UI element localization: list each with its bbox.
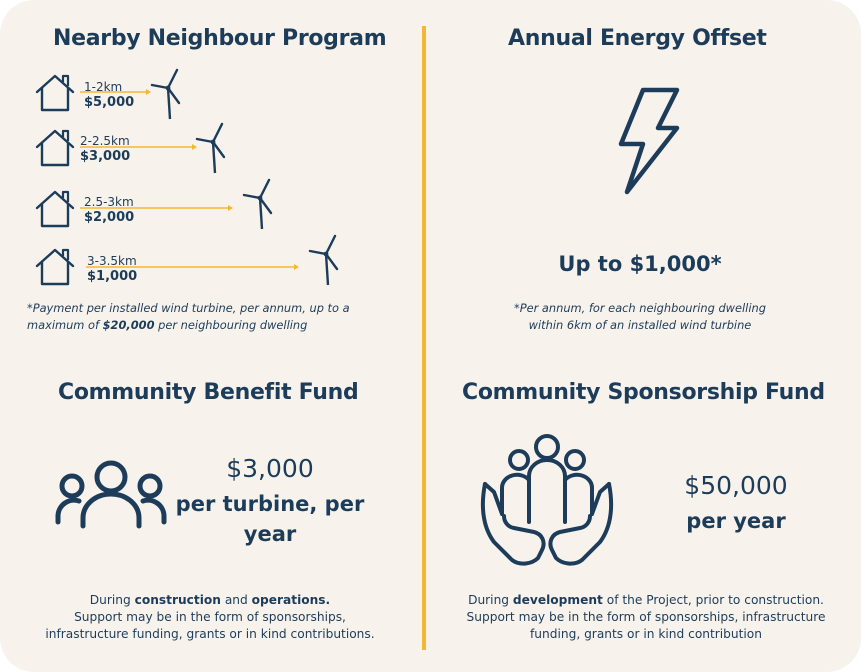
desc-post: of the Project, prior to construction. bbox=[602, 593, 824, 607]
tier-amount: $1,000 bbox=[87, 269, 138, 284]
benefit-desc-line2: Support may be in the form of sponsorships, bbox=[74, 610, 346, 624]
sponsorship-desc-line1 bbox=[436, 592, 856, 609]
note-prefix: maximum of bbox=[27, 318, 103, 332]
tier-distance: 2.5-3km bbox=[84, 195, 134, 209]
neighbour-note-line2 bbox=[27, 317, 350, 334]
desc-development: development bbox=[512, 593, 603, 607]
energy-note-line1: *Per annum, for each neighbouring dwelling bbox=[514, 301, 766, 315]
distance-arrow bbox=[80, 88, 154, 96]
energy-note bbox=[470, 300, 810, 334]
house-icon bbox=[34, 189, 76, 229]
wind-turbine-icon bbox=[308, 234, 342, 286]
sponsorship-desc-line2: Support may be in the form of sponsorships, infrastructure bbox=[466, 610, 826, 624]
desc-construction: construction bbox=[134, 593, 221, 607]
note-maximum: $20,000 bbox=[102, 318, 155, 332]
benefit-unit-line1: per turbine, per bbox=[175, 492, 365, 516]
house-icon bbox=[34, 247, 76, 287]
desc-pre: During bbox=[468, 593, 513, 607]
sponsorship-amount: $50,000 bbox=[684, 471, 788, 500]
benefit-description bbox=[20, 592, 400, 643]
sponsorship-title: Community Sponsorship Fund bbox=[462, 380, 825, 405]
lightning-bolt-icon bbox=[617, 88, 681, 194]
sponsorship-desc-line3: funding, grants or in kind contribution bbox=[530, 627, 762, 641]
distance-arrow bbox=[80, 143, 202, 151]
people-group-icon bbox=[55, 460, 167, 528]
tier-distance: 2-2.5km bbox=[80, 134, 130, 148]
house-icon bbox=[34, 73, 76, 113]
tier-amount: $5,000 bbox=[84, 95, 135, 110]
wind-turbine-icon bbox=[195, 122, 229, 174]
desc-pre: During bbox=[89, 593, 135, 607]
benefit-title: Community Benefit Fund bbox=[58, 380, 359, 405]
house-icon bbox=[34, 128, 76, 168]
benefit-desc-line1 bbox=[20, 592, 400, 609]
energy-note-line2: within 6km of an installed wind turbine bbox=[528, 318, 752, 332]
benefit-amount: $3,000 bbox=[226, 454, 314, 483]
tier-distance: 1-2km bbox=[84, 80, 123, 94]
distance-arrow bbox=[86, 263, 306, 271]
center-divider bbox=[422, 26, 426, 650]
wind-turbine-icon bbox=[242, 178, 276, 230]
sponsorship-description bbox=[436, 592, 856, 643]
tier-distance: 3-3.5km bbox=[87, 254, 137, 268]
neighbour-title: Nearby Neighbour Program bbox=[53, 26, 387, 51]
distance-arrow bbox=[80, 204, 240, 212]
desc-mid: and bbox=[220, 593, 252, 607]
wind-turbine-icon bbox=[150, 68, 184, 120]
tier-amount: $2,000 bbox=[84, 210, 135, 225]
note-suffix: per neighbouring dwelling bbox=[154, 318, 308, 332]
benefit-desc-line3: infrastructure funding, grants or in kind contributions. bbox=[45, 627, 375, 641]
tier-amount: $3,000 bbox=[80, 149, 131, 164]
hands-people-icon bbox=[476, 432, 618, 568]
energy-amount: Up to $1,000* bbox=[558, 252, 722, 276]
sponsorship-unit: per year bbox=[686, 509, 786, 533]
neighbour-note-line1: *Payment per installed wind turbine, per annum, up to a bbox=[27, 301, 350, 315]
benefit-unit-line2: year bbox=[243, 522, 297, 546]
neighbour-note bbox=[27, 300, 350, 334]
energy-title: Annual Energy Offset bbox=[508, 26, 767, 51]
desc-operations: operations. bbox=[251, 593, 331, 607]
